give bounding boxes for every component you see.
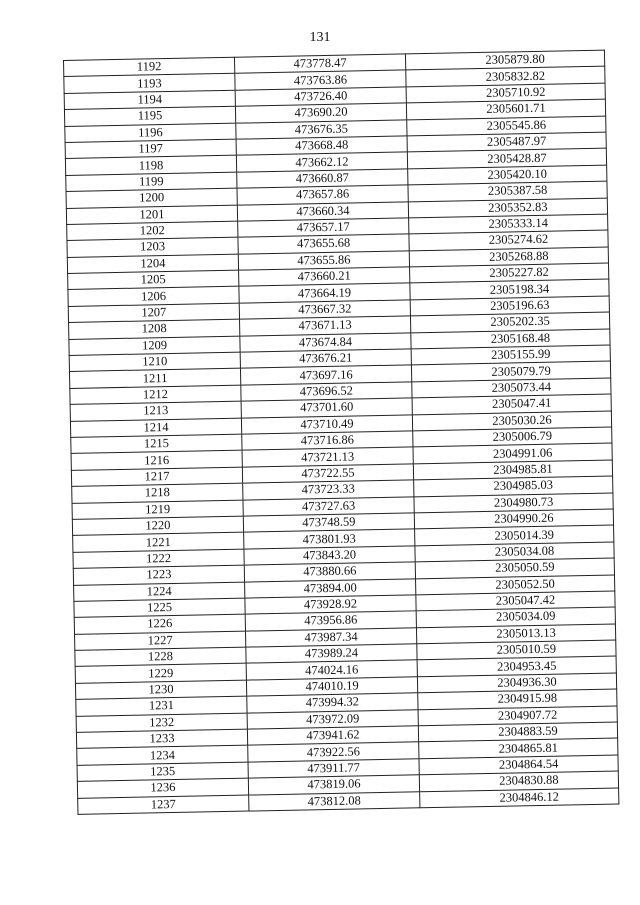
x-coordinate-cell: 474010.19 xyxy=(246,677,417,697)
point-number-cell: 1214 xyxy=(70,418,241,438)
y-coordinate-cell: 2305010.59 xyxy=(417,640,616,660)
point-number-cell: 1233 xyxy=(76,729,247,749)
y-coordinate-cell: 2305274.62 xyxy=(409,230,608,250)
point-number-cell: 1210 xyxy=(69,352,240,372)
x-coordinate-cell: 473723.33 xyxy=(243,480,414,500)
y-coordinate-cell: 2304830.88 xyxy=(419,771,618,791)
y-coordinate-cell: 2305227.82 xyxy=(410,263,609,283)
x-coordinate-cell: 473667.32 xyxy=(239,300,410,320)
point-number-cell: 1211 xyxy=(69,369,240,389)
y-coordinate-cell: 2305420.10 xyxy=(408,165,607,185)
y-coordinate-cell: 2304846.12 xyxy=(420,788,619,808)
y-coordinate-cell: 2304980.73 xyxy=(414,493,613,513)
y-coordinate-cell: 2305487.97 xyxy=(407,132,606,152)
x-coordinate-cell: 473674.84 xyxy=(240,333,411,353)
point-number-cell: 1196 xyxy=(65,123,236,143)
y-coordinate-cell: 2305030.26 xyxy=(412,411,611,431)
x-coordinate-cell: 473668.48 xyxy=(236,136,407,156)
point-number-cell: 1227 xyxy=(75,631,246,651)
point-number-cell: 1199 xyxy=(66,172,237,192)
point-number-cell: 1237 xyxy=(78,795,249,815)
x-coordinate-cell: 473657.17 xyxy=(238,218,409,238)
point-number-cell: 1218 xyxy=(72,483,243,503)
point-number-cell: 1201 xyxy=(66,205,237,225)
x-coordinate-cell: 473721.13 xyxy=(242,447,413,467)
x-coordinate-cell: 473972.09 xyxy=(247,709,418,729)
y-coordinate-cell: 2305198.34 xyxy=(410,280,609,300)
point-number-cell: 1222 xyxy=(73,549,244,569)
point-number-cell: 1206 xyxy=(68,287,239,307)
y-coordinate-cell: 2304985.81 xyxy=(413,460,612,480)
point-number-cell: 1212 xyxy=(70,385,241,405)
y-coordinate-cell: 2305428.87 xyxy=(407,148,606,168)
y-coordinate-cell: 2304915.98 xyxy=(418,689,617,709)
point-number-cell: 1200 xyxy=(66,188,237,208)
x-coordinate-cell: 473676.35 xyxy=(236,119,407,139)
x-coordinate-cell: 473989.24 xyxy=(246,644,417,664)
y-coordinate-cell: 2305073.44 xyxy=(412,378,611,398)
y-coordinate-cell: 2304865.81 xyxy=(419,738,618,758)
point-number-cell: 1209 xyxy=(69,336,240,356)
point-number-cell: 1198 xyxy=(65,156,236,176)
y-coordinate-cell: 2305333.14 xyxy=(409,214,608,234)
y-coordinate-cell: 2305047.41 xyxy=(412,394,611,414)
y-coordinate-cell: 2305387.58 xyxy=(408,181,607,201)
point-number-cell: 1203 xyxy=(67,237,238,257)
y-coordinate-cell: 2305034.08 xyxy=(415,542,614,562)
point-number-cell: 1224 xyxy=(74,582,245,602)
point-number-cell: 1194 xyxy=(64,90,235,110)
x-coordinate-cell: 474024.16 xyxy=(246,660,417,680)
x-coordinate-cell: 473819.06 xyxy=(248,775,419,795)
coordinates-table-wrapper xyxy=(63,50,595,815)
x-coordinate-cell: 473655.68 xyxy=(238,234,409,254)
point-number-cell: 1230 xyxy=(75,680,246,700)
y-coordinate-cell: 2305601.71 xyxy=(406,99,605,119)
x-coordinate-cell: 473987.34 xyxy=(245,627,416,647)
point-number-cell: 1232 xyxy=(76,713,247,733)
y-coordinate-cell: 2304883.59 xyxy=(418,722,617,742)
point-number-cell: 1231 xyxy=(76,696,247,716)
y-coordinate-cell: 2304936.30 xyxy=(417,673,616,693)
point-number-cell: 1229 xyxy=(75,664,246,684)
y-coordinate-cell: 2305352.83 xyxy=(408,198,607,218)
point-number-cell: 1221 xyxy=(73,532,244,552)
x-coordinate-cell: 473880.66 xyxy=(244,562,415,582)
point-number-cell: 1235 xyxy=(77,762,248,782)
y-coordinate-cell: 2305013.13 xyxy=(416,624,615,644)
x-coordinate-cell: 473994.32 xyxy=(247,693,418,713)
x-coordinate-cell: 473655.86 xyxy=(238,251,409,271)
point-number-cell: 1192 xyxy=(64,57,235,77)
point-number-cell: 1204 xyxy=(67,254,238,274)
point-number-cell: 1234 xyxy=(77,745,248,765)
point-number-cell: 1226 xyxy=(74,614,245,634)
y-coordinate-cell: 2305050.59 xyxy=(415,558,614,578)
y-coordinate-cell: 2305879.80 xyxy=(405,50,604,70)
point-number-cell: 1205 xyxy=(68,270,239,290)
x-coordinate-cell: 473941.62 xyxy=(247,726,418,746)
y-coordinate-cell: 2305052.50 xyxy=(416,575,615,595)
x-coordinate-cell: 473671.13 xyxy=(240,316,411,336)
x-coordinate-cell: 473922.56 xyxy=(248,742,419,762)
x-coordinate-cell: 473727.63 xyxy=(243,496,414,516)
y-coordinate-cell: 2305006.79 xyxy=(413,427,612,447)
point-number-cell: 1207 xyxy=(68,303,239,323)
point-number-cell: 1195 xyxy=(64,106,235,126)
point-number-cell: 1217 xyxy=(71,467,242,487)
y-coordinate-cell: 2305168.48 xyxy=(411,329,610,349)
y-coordinate-cell: 2305202.35 xyxy=(410,312,609,332)
coordinates-table xyxy=(63,50,619,815)
x-coordinate-cell: 473660.87 xyxy=(237,169,408,189)
point-number-cell: 1219 xyxy=(72,500,243,520)
point-number-cell: 1223 xyxy=(73,565,244,585)
y-coordinate-cell: 2305014.39 xyxy=(415,525,614,545)
point-number-cell: 1215 xyxy=(71,434,242,454)
y-coordinate-cell: 2304990.26 xyxy=(414,509,613,529)
y-coordinate-cell: 2305268.88 xyxy=(409,247,608,267)
page-number: 131 xyxy=(309,30,331,45)
x-coordinate-cell: 473657.86 xyxy=(237,185,408,205)
point-number-cell: 1220 xyxy=(72,516,243,536)
x-coordinate-cell: 473956.86 xyxy=(245,611,416,631)
coordinates-table-body xyxy=(64,50,619,814)
x-coordinate-cell: 473911.77 xyxy=(248,759,419,779)
point-number-cell: 1202 xyxy=(67,221,238,241)
x-coordinate-cell: 473660.34 xyxy=(237,201,408,221)
y-coordinate-cell: 2304985.03 xyxy=(414,476,613,496)
y-coordinate-cell: 2305155.99 xyxy=(411,345,610,365)
y-coordinate-cell: 2305079.79 xyxy=(411,361,610,381)
x-coordinate-cell: 473696.52 xyxy=(241,382,412,402)
x-coordinate-cell: 473660.21 xyxy=(239,267,410,287)
x-coordinate-cell: 473748.59 xyxy=(243,513,414,533)
y-coordinate-cell: 2305034.09 xyxy=(416,607,615,627)
x-coordinate-cell: 473662.12 xyxy=(236,152,407,172)
point-number-cell: 1216 xyxy=(71,451,242,471)
point-number-cell: 1236 xyxy=(77,778,248,798)
x-coordinate-cell: 473763.86 xyxy=(235,70,406,90)
x-coordinate-cell: 473928.92 xyxy=(245,595,416,615)
y-coordinate-cell: 2304991.06 xyxy=(413,443,612,463)
x-coordinate-cell: 473690.20 xyxy=(235,103,406,123)
x-coordinate-cell: 473716.86 xyxy=(242,431,413,451)
point-number-cell: 1208 xyxy=(69,319,240,339)
y-coordinate-cell: 2305196.63 xyxy=(410,296,609,316)
point-number-cell: 1228 xyxy=(75,647,246,667)
point-number-cell: 1213 xyxy=(70,401,241,421)
x-coordinate-cell: 473676.21 xyxy=(240,349,411,369)
x-coordinate-cell: 473697.16 xyxy=(240,365,411,385)
y-coordinate-cell: 2305832.82 xyxy=(406,66,605,86)
x-coordinate-cell: 473664.19 xyxy=(239,283,410,303)
point-number-cell: 1225 xyxy=(74,598,245,618)
x-coordinate-cell: 473894.00 xyxy=(245,578,416,598)
y-coordinate-cell: 2305710.92 xyxy=(406,83,605,103)
x-coordinate-cell: 473843.20 xyxy=(244,546,415,566)
x-coordinate-cell: 473801.93 xyxy=(244,529,415,549)
x-coordinate-cell: 473710.49 xyxy=(241,414,412,434)
x-coordinate-cell: 473722.55 xyxy=(242,464,413,484)
x-coordinate-cell: 473701.60 xyxy=(241,398,412,418)
y-coordinate-cell: 2304907.72 xyxy=(418,706,617,726)
x-coordinate-cell: 473726.40 xyxy=(235,87,406,107)
x-coordinate-cell: 473778.47 xyxy=(234,54,405,74)
x-coordinate-cell: 473812.08 xyxy=(249,791,420,811)
y-coordinate-cell: 2304864.54 xyxy=(419,755,618,775)
y-coordinate-cell: 2305047.42 xyxy=(416,591,615,611)
y-coordinate-cell: 2304953.45 xyxy=(417,656,616,676)
y-coordinate-cell: 2305545.86 xyxy=(407,116,606,136)
point-number-cell: 1193 xyxy=(64,74,235,94)
point-number-cell: 1197 xyxy=(65,139,236,159)
